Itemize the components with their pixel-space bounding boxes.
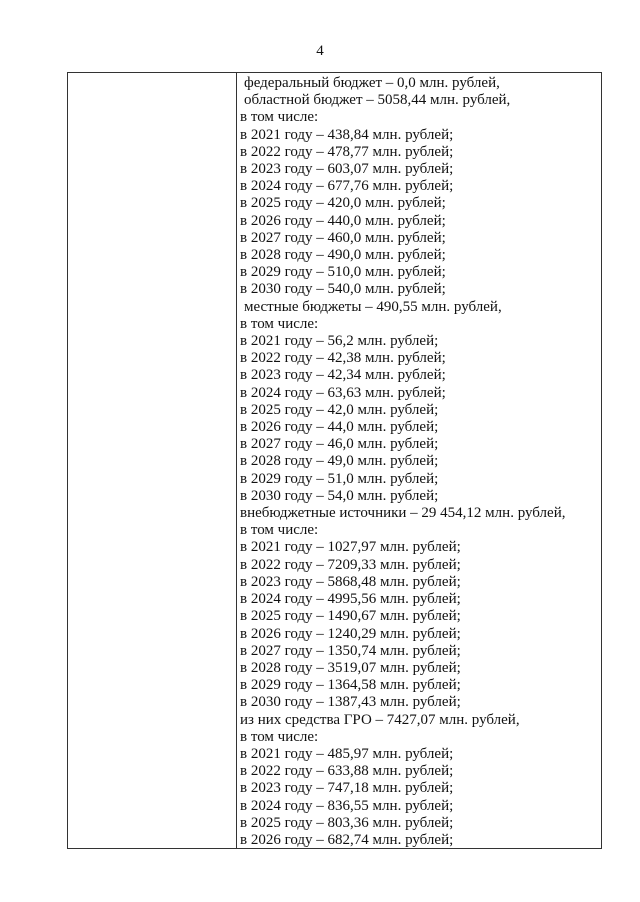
funding-line: в 2027 году – 1350,74 млн. рублей;: [240, 642, 461, 659]
funding-line: в 2023 году – 603,07 млн. рублей;: [240, 161, 454, 178]
funding-line: в 2030 году – 1387,43 млн. рублей;: [240, 694, 461, 711]
funding-line: федеральный бюджет – 0,0 млн. рублей,: [244, 75, 500, 91]
funding-line: в 2021 году – 485,97 млн. рублей;: [240, 745, 454, 762]
funding-line: в 2026 году – 1240,29 млн. рублей;: [240, 625, 461, 642]
funding-line: в 2028 году – 490,0 млн. рублей;: [240, 247, 446, 264]
column-divider: [236, 73, 237, 848]
funding-line: в 2027 году – 460,0 млн. рублей;: [240, 229, 446, 246]
funding-line: в 2024 году – 677,76 млн. рублей;: [240, 178, 454, 195]
funding-table: [67, 72, 602, 849]
funding-line: в 2021 году – 56,2 млн. рублей;: [240, 333, 439, 350]
funding-line: в 2024 году – 63,63 млн. рублей;: [240, 384, 446, 401]
funding-line: в том числе:: [240, 522, 319, 539]
funding-line: в 2026 году – 44,0 млн. рублей;: [240, 419, 439, 436]
funding-line: в том числе:: [240, 728, 319, 745]
funding-line: в 2023 году – 5868,48 млн. рублей;: [240, 573, 461, 590]
funding-line: в 2026 году – 682,74 млн. рублей;: [240, 831, 454, 848]
funding-line: в 2030 году – 540,0 млн. рублей;: [240, 281, 446, 298]
funding-line: в 2024 году – 4995,56 млн. рублей;: [240, 591, 461, 608]
funding-line: областной бюджет – 5058,44 млн. рублей,: [244, 92, 511, 109]
funding-line: в 2025 году – 420,0 млн. рублей;: [240, 195, 446, 212]
funding-line: в 2030 году – 54,0 млн. рублей;: [240, 487, 439, 504]
funding-line: в том числе:: [240, 109, 319, 126]
funding-line: в 2021 году – 438,84 млн. рублей;: [240, 126, 454, 143]
funding-line: в 2022 году – 633,88 млн. рублей;: [240, 763, 454, 780]
funding-line: в 2025 году – 803,36 млн. рублей;: [240, 814, 454, 831]
funding-line: в 2024 году – 836,55 млн. рублей;: [240, 797, 454, 814]
page-number: 4: [316, 43, 324, 59]
funding-line: в 2028 году – 3519,07 млн. рублей;: [240, 659, 461, 676]
funding-line: в 2029 году – 51,0 млн. рублей;: [240, 470, 439, 487]
funding-line: в 2029 году – 510,0 млн. рублей;: [240, 264, 446, 281]
funding-line: в 2023 году – 42,34 млн. рублей;: [240, 367, 446, 384]
funding-line: в 2028 году – 49,0 млн. рублей;: [240, 453, 439, 470]
funding-line: внебюджетные источники – 29 454,12 млн. рублей,: [240, 505, 566, 522]
funding-line: в 2023 году – 747,18 млн. рублей;: [240, 780, 454, 797]
funding-line: в 2026 году – 440,0 млн. рублей;: [240, 212, 446, 229]
funding-line: в 2022 году – 478,77 млн. рублей;: [240, 143, 454, 160]
funding-line: местные бюджеты – 490,55 млн. рублей,: [244, 298, 502, 315]
funding-line: в 2022 году – 42,38 млн. рублей;: [240, 350, 446, 367]
funding-line: в 2022 году – 7209,33 млн. рублей;: [240, 556, 461, 573]
funding-line: в 2025 году – 42,0 млн. рублей;: [240, 401, 439, 418]
funding-details-cell: [240, 75, 597, 849]
funding-line: в 2029 году – 1364,58 млн. рублей;: [240, 677, 461, 694]
funding-line: в 2027 году – 46,0 млн. рублей;: [240, 436, 439, 453]
funding-line: в 2025 году – 1490,67 млн. рублей;: [240, 608, 461, 625]
funding-line: в том числе:: [240, 315, 319, 332]
funding-line: в 2021 году – 1027,97 млн. рублей;: [240, 539, 461, 556]
funding-line: из них средства ГРО – 7427,07 млн. рублей,: [240, 711, 520, 728]
